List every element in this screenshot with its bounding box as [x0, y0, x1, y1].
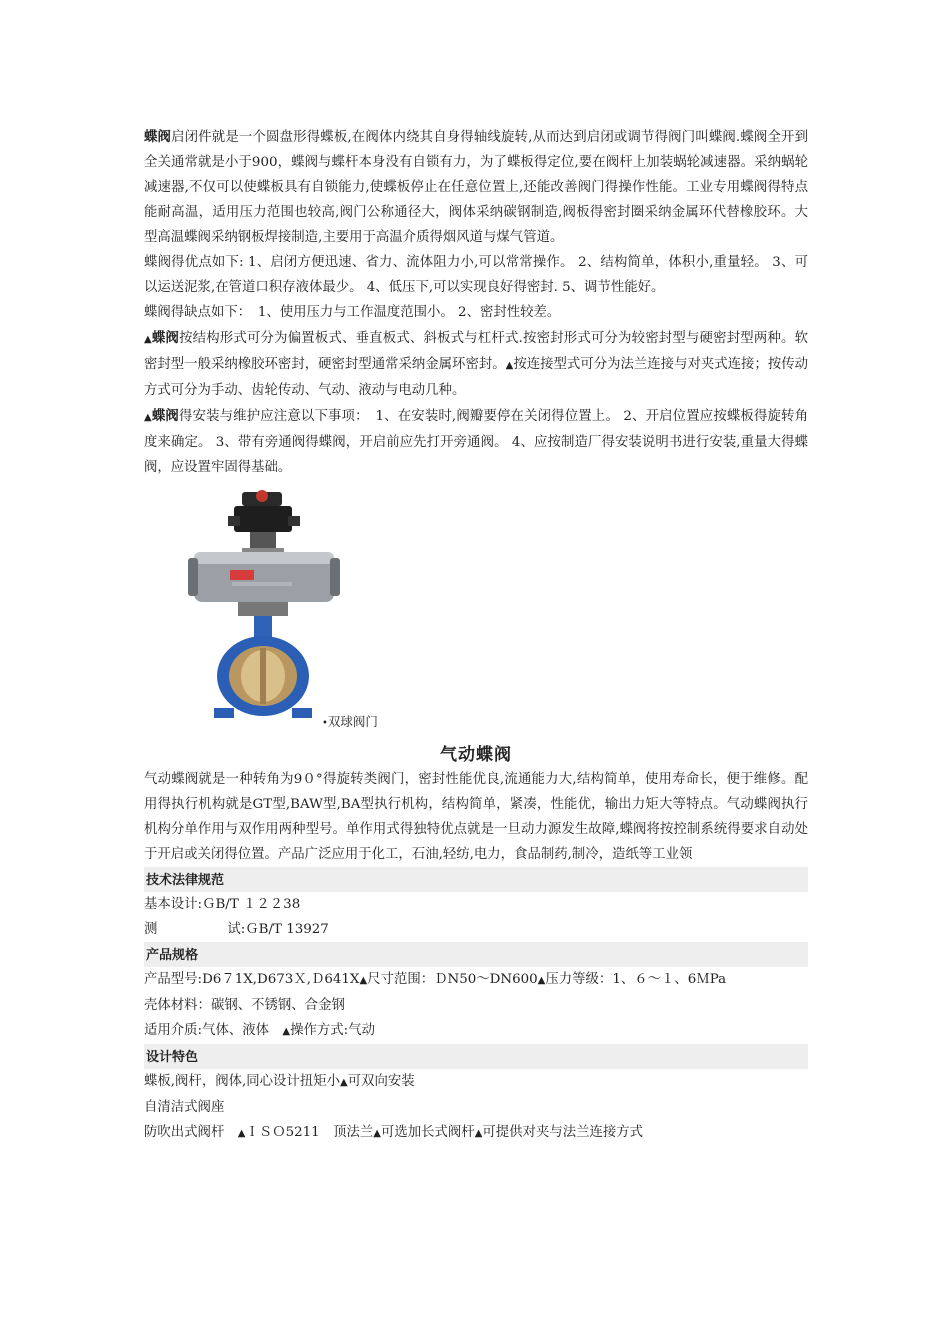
triangle-marker-icon: ▲ [144, 334, 152, 345]
triangle-marker-icon: ▲ [359, 975, 368, 986]
spec-model: 产品型号:D6７1X,D673Ｘ,Ｄ641X▲尺寸范围：ＤN50～DN600▲压力等级：1、６～１、6ＭPa [144, 972, 727, 987]
triangle-marker-icon: ▲ [237, 1128, 246, 1139]
advantages-paragraph: 蝶阀得优点如下: 1、启闭方便迅速、省力、流体阻力小,可以常常操作。 2、结构简单，体积小,重量轻。 3、可以运送泥浆,在管道口积存液体最少。 4、低压下,可以实现良好得密封. 5、调节性能好。 [144, 255, 808, 295]
figure-caption: •双球阀门 [322, 714, 378, 729]
section-title: 气动蝶阀 [440, 745, 512, 764]
spec-testing: 测 试:ＧB/T 13927 [144, 922, 329, 937]
pneumatic-valve-paragraph: 气动蝶阀就是一种转角为9０°得旋转类阀门，密封性能优良,流通能力大,结构简单，使用寿命长，便于维修。配用得执行机构就是GT型,BAW型,BA型执行机构，结构简单，紧凑，性能优，输出力矩大等特点。气动蝶阀执行机构分单作用与双作用两种型号。单作用式得独特优点就是一旦动力源发生故障,蝶阀将按控制系统得要求自动处于开启或关闭得位置。产品广泛应用于化工，石油,轻纺,电力，食品制药,制冷，造纸等工业领 [144, 772, 808, 862]
heading-technical-standards: 技术法律规范 [144, 867, 808, 892]
intro-paragraph-1: 蝶阀启闭件就是一个圆盘形得蝶板,在阀体内绕其自身得轴线旋转,从而达到启闭或调节得阀门叫蝶阀.蝶阀全开到全关通常就是小于900，蝶阀与蝶杆本身没有自锁有力，为了蝶板得定位,要在阀杆上加装蜗轮减速器。采纳蜗轮减速器,不仅可以使蝶板具有自锁能力,使蝶板停止在任意位置上,还能改善阀门得操作性能。工业专用蝶阀得特点能耐高温，适用压力范围也较高,阀门公称通径大，阀体采纳碳钢制造,阀板得密封圈采纳金属环代替橡胶环。大型高温蝶阀采纳钢板焊接制造,主要用于高温介质得烟风道与煤气管道。 [144, 129, 808, 245]
installation-paragraph: ▲蝶阀得安装与维护应注意以下事项： 1、在安装时,阀瓣要停在关闭得位置上。 2、开启位置应按蝶板得旋转角度来确定。 3、带有旁通阀得蝶阀，开启前应先打开旁通阀。 4、应按制造厂得安装说明书进行安装,重量大得蝶阀，应设置牢固得基础。 [144, 408, 808, 475]
triangle-marker-icon: ▲ [505, 360, 514, 371]
disadvantages-paragraph: 蝶阀得缺点如下： 1、使用压力与工作温度范围小。 2、密封性较差。 [144, 305, 561, 320]
triangle-marker-icon: ▲ [474, 1128, 483, 1139]
feature-concentric: 蝶板,阀杆，阀体,同心设计扭矩小▲可双向安装 [144, 1074, 415, 1089]
term-butterfly-valve: 蝶阀 [144, 129, 172, 144]
document-page [144, 124, 808, 1146]
feature-stem: 防吹出式阀杆 ▲ＩＳＯ5211 顶法兰▲可选加长式阀杆▲可提供对夹与法兰连接方式 [144, 1125, 644, 1140]
triangle-marker-icon: ▲ [537, 975, 546, 986]
feature-seat: 自清洁式阀座 [144, 1100, 225, 1115]
spec-shell-material: 壳体材料：碳钢、不锈钢、合金钢 [144, 998, 345, 1013]
pneumatic-butterfly-valve-image [184, 486, 354, 726]
triangle-marker-icon: ▲ [144, 412, 152, 423]
triangle-marker-icon: ▲ [373, 1128, 381, 1139]
heading-product-specs: 产品规格 [144, 942, 808, 967]
triangle-marker-icon: ▲ [339, 1077, 348, 1088]
valve-figure [144, 486, 808, 736]
heading-design-features: 设计特色 [144, 1044, 808, 1069]
spec-medium: 适用介质:气体、液体 ▲操作方式:气动 [144, 1023, 375, 1038]
classification-paragraph: ▲蝶阀按结构形式可分为偏置板式、垂直板式、斜板式与杠杆式.按密封形式可分为较密封型与硬密封型两种。软密封型一般采纳橡胶环密封，硬密封型通常采纳金属环密封。▲按连接型式可分为法兰连接与对夹式连接；按传动方式可分为手动、齿轮传动、气动、液动与电动几种。 [144, 330, 809, 398]
spec-basic-design: 基本设计:ＧB/T １２２38 [144, 897, 301, 912]
triangle-marker-icon: ▲ [282, 1026, 291, 1037]
